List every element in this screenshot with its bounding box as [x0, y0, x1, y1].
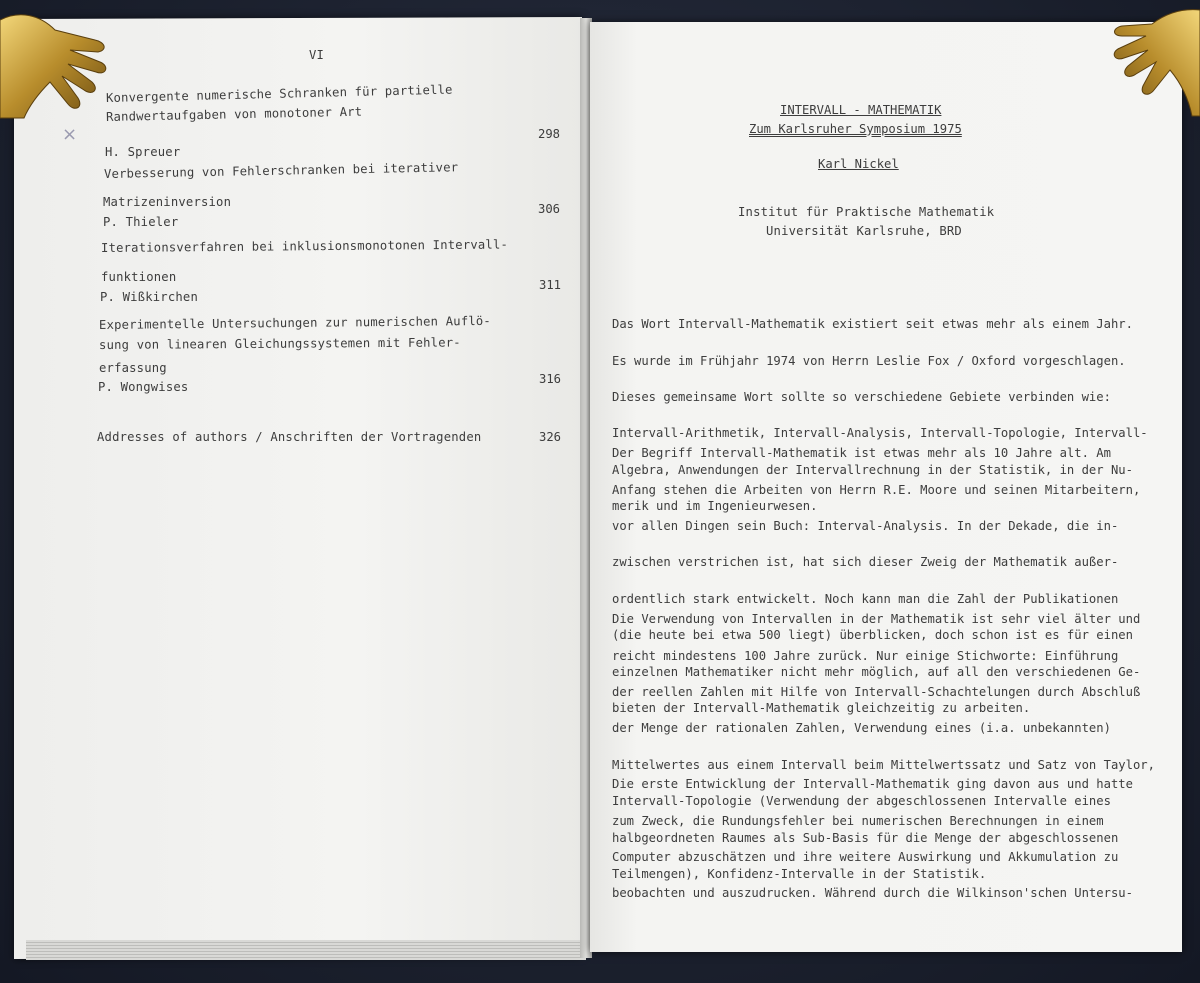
text-line: der Menge der rationalen Zahlen, Verwendung eines (i.a. unbekannten): [612, 721, 1111, 736]
text-line: der reellen Zahlen mit Hilfe von Intervall-Schachtelungen durch Abschluß: [612, 685, 1141, 700]
toc-entry-3-page: 311: [539, 278, 562, 292]
toc-entry-4-author: P. Wongwises: [98, 380, 189, 394]
left-page-number: VI: [309, 48, 325, 62]
text-line: Teilmengen), Konfidenz-Intervalle in der Statistik.: [612, 867, 987, 882]
toc-entry-2-line-2: Matrizeninversion: [103, 195, 232, 209]
text-line: Intervall-Arithmetik, Intervall-Analysis, Intervall-Topologie, Intervall-: [612, 426, 1148, 441]
article-title: INTERVALL - MATHEMATIK: [780, 103, 942, 117]
text-line: halbgeordneten Raumes als Sub-Basis für die Menge der abgeschlossenen: [612, 830, 1119, 845]
text-line: zum Zweck, die Rundungsfehler bei numerischen Berechnungen in einem: [612, 813, 1104, 828]
text-line: Das Wort Intervall-Mathematik existiert seit etwas mehr als einem Jahr.: [612, 317, 1133, 332]
toc-entry-5-page: 326: [539, 430, 562, 444]
brass-hand-weight-right: [1110, 0, 1200, 120]
toc-entry-1-author: H. Spreuer: [105, 145, 181, 159]
text-line: Intervall-Topologie (Verwendung der abgeschlossenen Intervalle eines: [612, 794, 1111, 809]
text-line: Die Verwendung von Intervallen in der Mathematik ist sehr viel älter und: [612, 612, 1141, 627]
text-line: Der Begriff Intervall-Mathematik ist etwas mehr als 10 Jahre alt. Am: [612, 446, 1111, 461]
toc-entry-5-line-1: Addresses of authors / Anschriften der Vortragenden: [97, 430, 482, 444]
author-institute: Institut für Praktische Mathematik: [738, 205, 995, 219]
toc-entry-4-page: 316: [539, 372, 562, 386]
text-line: beobachten und auszudrucken. Während durch die Wilkinson'schen Untersu-: [612, 886, 1133, 901]
text-line: Computer abzuschätzen und ihre weitere Auswirkung und Akkumulation zu: [612, 850, 1119, 865]
text-line: Dieses gemeinsame Wort sollte so verschiedene Gebiete verbinden wie:: [612, 390, 1111, 405]
author-university: Universität Karlsruhe, BRD: [766, 224, 962, 238]
toc-entry-3-line-1: Iterationsverfahren bei inklusionsmonotonen Intervall-: [100, 237, 509, 255]
toc-entry-4-line-3: erfassung: [99, 361, 167, 375]
toc-entry-3-line-2: funktionen: [101, 270, 177, 284]
pencil-cross-mark: ×: [62, 124, 78, 145]
text-line: reicht mindestens 100 Jahre zurück. Nur einige Stichworte: Einführung: [612, 648, 1119, 663]
toc-entry-3-author: P. Wißkirchen: [100, 290, 198, 304]
toc-entry-2-line-1: Verbesserung von Fehlerschranken bei iterativer: [103, 160, 459, 181]
text-line: (die heute bei etwa 500 liegt) überblicken, doch schon ist es für einen: [612, 628, 1133, 643]
text-line: Mittelwertes aus einem Intervall beim Mittelwertssatz und Satz von Taylor,: [612, 757, 1155, 772]
toc-entry-1-line-1: Konvergente numerische Schranken für partielle: [105, 82, 453, 105]
toc-entry-4-line-1: Experimentelle Untersuchungen zur numerischen Auflö-: [98, 313, 492, 332]
text-line: ordentlich stark entwickelt. Noch kann man die Zahl der Publikationen: [612, 591, 1119, 606]
text-line: bieten der Intervall-Mathematik gleichzeitig zu arbeiten.: [612, 701, 1031, 716]
text-line: Es wurde im Frühjahr 1974 von Herrn Leslie Fox / Oxford vorgeschlagen.: [612, 353, 1126, 368]
brass-hand-weight-left: [0, 0, 120, 125]
article-subtitle: Zum Karlsruher Symposium 1975: [749, 122, 962, 136]
text-line: Algebra, Anwendungen der Intervallrechnung in der Statistik, in der Nu-: [612, 462, 1133, 477]
text-line: zwischen verstrichen ist, hat sich dieser Zweig der Mathematik außer-: [612, 555, 1119, 570]
text-line: Die erste Entwicklung der Intervall-Mathematik ging davon aus und hatte: [612, 777, 1133, 792]
left-page: [14, 17, 582, 959]
article-author: Karl Nickel: [818, 157, 899, 171]
text-line: Anfang stehen die Arbeiten von Herrn R.E. Moore und seinen Mitarbeitern,: [612, 482, 1141, 497]
toc-entry-2-page: 306: [538, 202, 561, 216]
toc-entry-1-page: 298: [538, 127, 561, 141]
text-line: einzelnen Mathematiker nicht mehr möglich, auf all den verschiedenen Ge-: [612, 664, 1141, 679]
paragraph-4: [612, 757, 1155, 921]
text-line: merik und im Ingenieurwesen.: [612, 499, 818, 514]
text-line: vor allen Dingen sein Buch: Interval-Analysis. In der Dekade, die in-: [612, 519, 1119, 534]
toc-entry-1-line-2: Randwertaufgaben von monotoner Art: [105, 104, 363, 124]
page-edges: [26, 940, 586, 960]
toc-entry-2-author: P. Thieler: [103, 215, 179, 229]
toc-entry-4-line-2: sung von linearen Gleichungssystemen mit Fehler-: [98, 335, 461, 352]
